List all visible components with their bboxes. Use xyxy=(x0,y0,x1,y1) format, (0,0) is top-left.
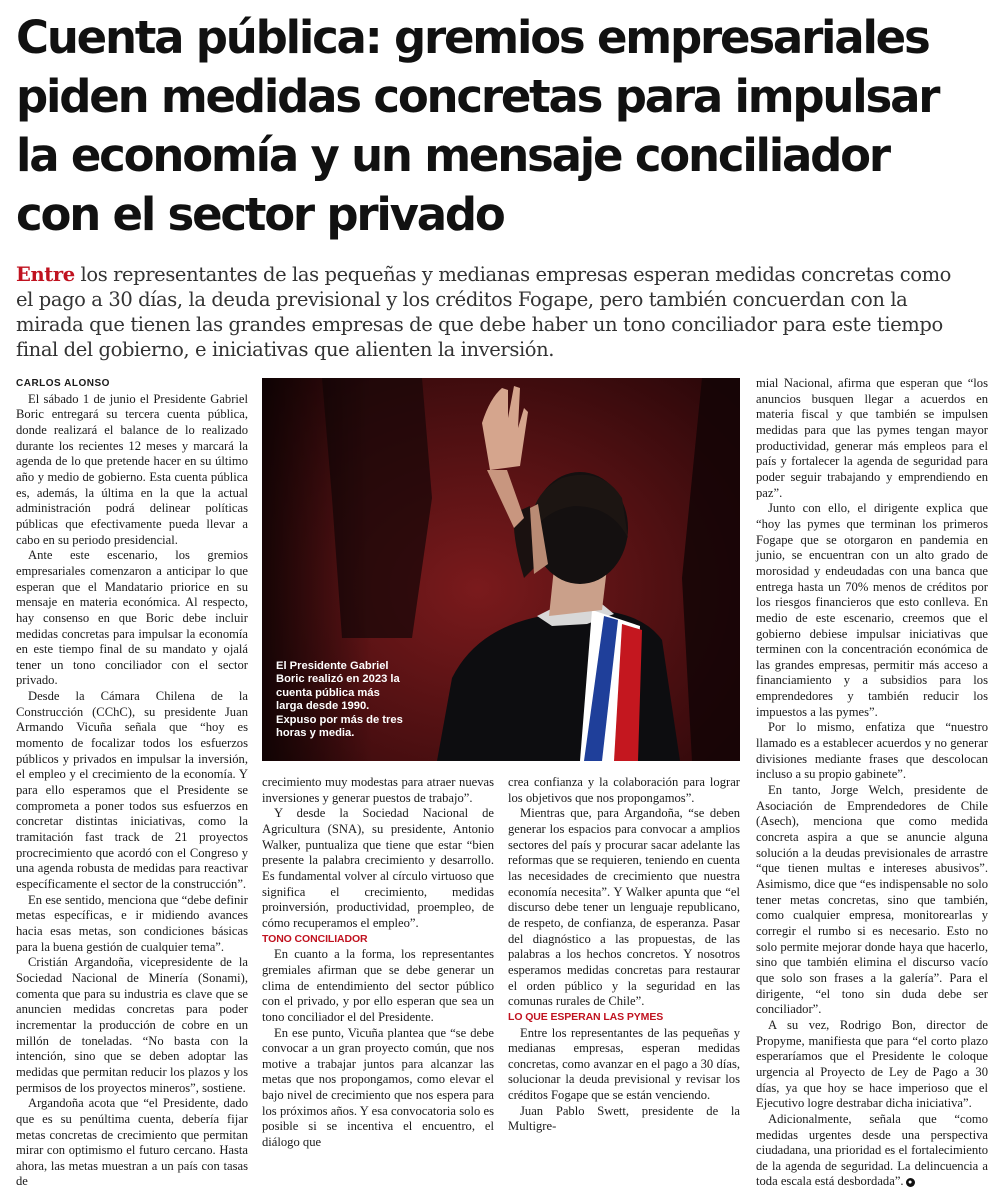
headline-line: con el sector privado xyxy=(16,188,504,241)
paragraph: mial Nacional, afirma que esperan que “los anuncios busquen llegar a acuerdos en materia fiscal y que también se impulsen medidas para que las pymes tengan mayor productividad, generar más empleos para el país y fortalecer la agenda de seguridad para poder seguir trabajando y emprendiendo en paz”. xyxy=(756,376,988,500)
lead-line: mirada que tienen las grandes empresas de que debe haber un tono conciliador para este tiempo xyxy=(16,313,943,336)
paragraph: Argandoña acota que “el Presidente, dado que es su penúltima cuenta, debería fijar metas concretas de crecimiento que permitan mirar con optimismo el futuro cercano. Hasta ahora, las metas muestran a un país con tasas de xyxy=(16,1096,248,1189)
photo-caption: El Presidente Gabriel Boric realizó en 2023 la cuenta pública más larga desde 1990. Expuso por más de tres horas y media. xyxy=(276,660,403,740)
lead-first-word: Entre xyxy=(16,263,75,286)
paragraph: Desde la Cámara Chilena de la Construcción (CChC), su presidente Juan Armando Vicuña señala que “hoy es momento de focalizar todos los esfuerzos públicos y privados en impulsar la inversión, el empleo y el crecimiento de la economía. Y para ello esperamos que el Presidente se comprometa a poner todos sus esfuerzos en concretar distintas iniciativas, como la tramitación fast track de 21 proyectos procrecimiento que acordó con el Congreso y una agenda robusta de medidas para reactivar específicamente el sector de la construcción”. xyxy=(16,689,248,891)
paragraph: Ante este escenario, los gremios empresariales comenzaron a anticipar lo que esperan que el Mandatario priorice en su mensaje en materia económica. Al respecto, hay consenso en que Boric debe incluir medidas concretas para impulsar la economía en este tiempo final de su mandato y ojalá tener un tono conciliador con el sector privado. xyxy=(16,548,248,688)
paragraph: Juan Pablo Swett, presidente de la Multigre- xyxy=(508,1103,740,1134)
headline xyxy=(16,8,991,244)
paragraph: A su vez, Rodrigo Bon, director de Propyme, manifiesta que para “el corto plazo esperaríamos que el Presidente le coloque urgencia al Proyecto de Ley de Pago a 30 días, ya que hoy se hace imperioso que el Ejecutivo logre destrabar dicha iniciativa”. xyxy=(756,1017,988,1111)
paragraph: Junto con ello, el dirigente explica que “hoy las pymes que terminan los primeros Fogape que se otorgaron en pandemia en junio, se encuentran con un alto grado de morosidad y endeudadas con una banca que entrega hasta un 70% menos de créditos por los riesgos financieros que esto conlleva. En medio de este escenario, creemos que el gobierno debiese impulsar iniciativas que terminen con la concentración económica de las grandes empresas, permitir más acceso a financiamiento y a subsidios para los emprendedores y también reducir los impuestos a las pymes”. xyxy=(756,501,988,719)
article-column-3 xyxy=(508,775,740,1165)
lead-line: el pago a 30 días, la deuda previsional y los créditos Fogape, pero también concuerdan con la xyxy=(16,288,908,311)
byline: CARLOS ALONSO xyxy=(16,378,110,389)
article-photo xyxy=(262,378,740,761)
headline-line: piden medidas concretas para impulsar xyxy=(16,70,939,123)
paragraph: crea confianza y la colaboración para lograr los objetivos que nos propongamos”. xyxy=(508,775,740,805)
subhead-lo-que-esperan-las-pymes: LO QUE ESPERAN LAS PYMES xyxy=(508,1010,664,1023)
lead-line: final del gobierno, e iniciativas que alienten la inversión. xyxy=(16,338,555,361)
paragraph: En ese punto, Vicuña plantea que “se debe convocar a un gran proyecto común, que nos motive a trabajar juntos para alcanzar las metas que nos propongamos, como elevar el bajo nivel de crecimiento que nos espera para los próximos años. Y esa convocatoria solo es posible si se incentiva el encuentro, el diálogo que xyxy=(262,1025,494,1150)
paragraph: Cristián Argandoña, vicepresidente de la Sociedad Nacional de Minería (Sonami), comenta que para su industria es clave que se anuncien medidas concretas para poder incrementar la producción de cobre en un millón de toneladas. “No basta con la intención, sino que se deben adoptar las medidas que permitan reducir los plazos y los permisos de los proyectos mineros”, sostiene. xyxy=(16,955,248,1095)
subhead-tono-conciliador: TONO CONCILIADOR xyxy=(262,932,368,945)
paragraph: En ese sentido, menciona que “debe definir metas específicas, e ir midiendo avances hacia esas metas, son condiciones básicas para la buena gestión de cualquier tema”. xyxy=(16,892,248,954)
headline-line: Cuenta pública: gremios empresariales xyxy=(16,11,929,64)
paragraph: Por lo mismo, enfatiza que “nuestro llamado es a establecer acuerdos y no generar divisiones mediante frases que descolocan incluso a su propio gabinete”. xyxy=(756,720,988,782)
end-of-article-icon: ● xyxy=(906,1178,915,1187)
headline-line: la economía y un mensaje conciliador xyxy=(16,129,889,182)
paragraph: Mientras que, para Argandoña, “se deben generar los espacios para convocar a amplios sectores del país y procurar sacar adelante las reformas que se requieren, teniendo en cuenta las necesidades de crecimiento que nuestra economía necesita”. Y Walker apunta que “el discurso debe tener un lenguaje republicano, de respeto, de confianza, de esperanza. Pasar del diagnóstico a las propuestas, de las palabras a los hechos concretos. Y nosotros esperamos medidas concretas para restaurar el orden público y la seguridad en las comunas rurales de Chile”. xyxy=(508,806,740,1009)
paragraph: Y desde la Sociedad Nacional de Agricultura (SNA), su presidente, Antonio Walker, puntualiza que tiene que estar “bien presente la palabra crecimiento y desarrollo. Es fundamental volver al círculo virtuoso que significa el crecimiento, medidas proinversión, productividad, proempleo, de cómo recuperamos el empleo”. xyxy=(262,806,494,930)
paragraph: El sábado 1 de junio el Presidente Gabriel Boric entregará su tercera cuenta pública, donde realizará el balance de lo realizado durante los recientes 12 meses y marcará la agenda de lo que pretende hacer en su último año y medio de gobierno. Esta cuenta pública es, además, la última en la que la actual administración podrá delinear políticas públicas que efectivamente pueda llevar a cabo en su periodo presidencial. xyxy=(16,391,248,547)
article-column-4 xyxy=(756,376,988,1189)
lead-paragraph xyxy=(16,262,991,362)
article-column-1 xyxy=(16,376,248,1189)
paragraph: crecimiento muy modestas para atraer nuevas inversiones y generar puestos de trabajo”. xyxy=(262,775,494,805)
final-paragraph-text: Adicionalmente, señala que “como medidas urgentes desde una perspectiva ciudadana, una prioridad es el fortalecimiento de la agenda de seguridad. La delincuencia a toda escala está desbordada”. xyxy=(756,1111,988,1189)
article-column-2 xyxy=(262,775,494,1165)
paragraph: Entre los representantes de las pequeñas y medianas empresas, esperan medidas concretas, como avanzar en el pago a 30 días, solucionar la deuda previsional y revisar los créditos Fogape que se están venciendo. xyxy=(508,1025,740,1103)
paragraph: En tanto, Jorge Welch, presidente de Asociación de Emprendedores de Chile (Asech), menciona que como medida concreta aspira a que se anuncie alguna solución a la deudas previsionales de arrastre “que tienen multas e intereses abusivos”. Asimismo, dice que “es indispensable no solo tener metas concretas, sino que también, como cualquier empresa, monitorearlas y corregir el rumbo si es necesario. Esto no solo permite mejorar donde haya que hacerlo, sino que también elimina el discurso vacío que solo son frases a la galería”. Para el dirigente, “el tono sin duda debe ser conciliador”. xyxy=(756,783,988,1017)
lead-line: los representantes de las pequeñas y medianas empresas esperan medidas concretas como xyxy=(74,263,952,286)
paragraph xyxy=(756,1112,988,1190)
paragraph: En cuanto a la forma, los representantes gremiales afirman que se debe generar un clima de entendimiento del sector público con el privado, y por ello esperan que sea un tono conciliador el del Presidente. xyxy=(262,947,494,1024)
